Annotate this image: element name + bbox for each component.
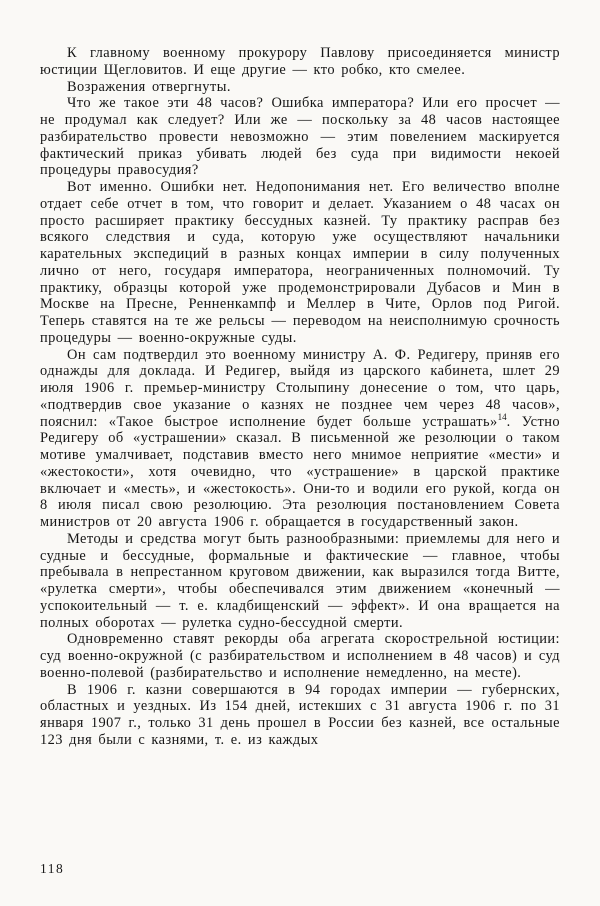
paragraph: Одновременно ставят рекорды оба агрегата скорострельной юстиции: суд военно-окружной (с разбирательством и исполнением в 48 часов) и суд военно-полевой (разбирательство и исполнение немедленно, на месте). [40,631,560,681]
page-number: 118 [40,861,65,876]
paragraph-text-after-footnote: . Устно Редигеру об «устрашении» сказал. В письменной же резолюции о таком мотиве умалчивает, подставив вместо него мнимое неприятие «мести» и «жестокости», хотя очевидно, что «устрашение» в царской практике включает и «месть», и «жестокость». Они-то и водили его рукой, когда он 8 июля писал свою резолюцию. Эта резолюция постановлением Совета министров от 20 августа 1906 г. обращается в государственный закон. [40,413,561,530]
paragraph: Методы и средства могут быть разнообразными: приемлемы для него и судные и бессудные, формальные и фактические — главное, чтобы пребывала в непрестанном круговом движении, как выразился тогда Витте, «рулетка смерти», чтобы обеспечивался этим движением «конечный — успокоительный — т. е. кладбищенский — эффект». И она вращается на полных оборотах — рулетка судно-бессудной смерти. [40,530,560,631]
paragraph: Возражения отвергнуты. [67,78,231,95]
paragraph: Что же такое эти 48 часов? Ошибка императора? Или его просчет — не продумал как следует? Или же — поскольку за 48 часов настоящее разбирательство провести невозможно — этим повелением маскируется фактический приказ убивать людей без суда при видимости некоей процедуры правосудия? [40,95,560,179]
paragraph: Вот именно. Ошибки нет. Недопонимания нет. Его величество вполне отдает себе отчет в том, что говорит и делает. Указанием о 48 часах он просто расширяет практику бессудных казней. Ту практику расправ без всякого следствия и суда, которую уже осуществляют начальники карательных экспедиций в разных концах империи в силу полученных лично от него, государя императора, неограниченных полномочий. Ту практику, образцы которой уже продемонстрировали Дубасов и Мин в Москве на Пресне, Ренненкампф и Меллер в Чите, Орлов под Ригой. Теперь ставятся на те же рельсы — переводом на неисполнимую срочность процедуры — военно-окружные суды. [40,179,560,346]
footnote-reference: 14 [497,411,507,422]
text-column [40,45,560,749]
paragraph-text-before-footnote: Он сам подтвердил это военному министру А. Ф. Редигеру, приняв его однажды для доклада. И Редигер, выйдя из царского кабинета, шлет 29 июля 1906 г. премьер-министру Столыпину донесение о том, что царь, «подтвердив свое указание о казнях не позднее чем через 48 часов», пояснил: «Такое быстрое исполнение будет больше устрашать» [40,346,560,430]
paragraph: К главному военному прокурору Павлову присоединяется министр юстиции Щегловитов. И еще другие — кто робко, кто смелее. [40,45,560,78]
paragraph-with-footnote [40,347,560,531]
paragraph: В 1906 г. казни совершаются в 94 городах империи — губернских, областных и уездных. Из 154 дней, истекших с 31 августа 1906 г. по 31 января 1907 г., только 31 день прошел в России без казней, все остальные 123 дня были с казнями, т. е. из каждых [40,681,560,748]
